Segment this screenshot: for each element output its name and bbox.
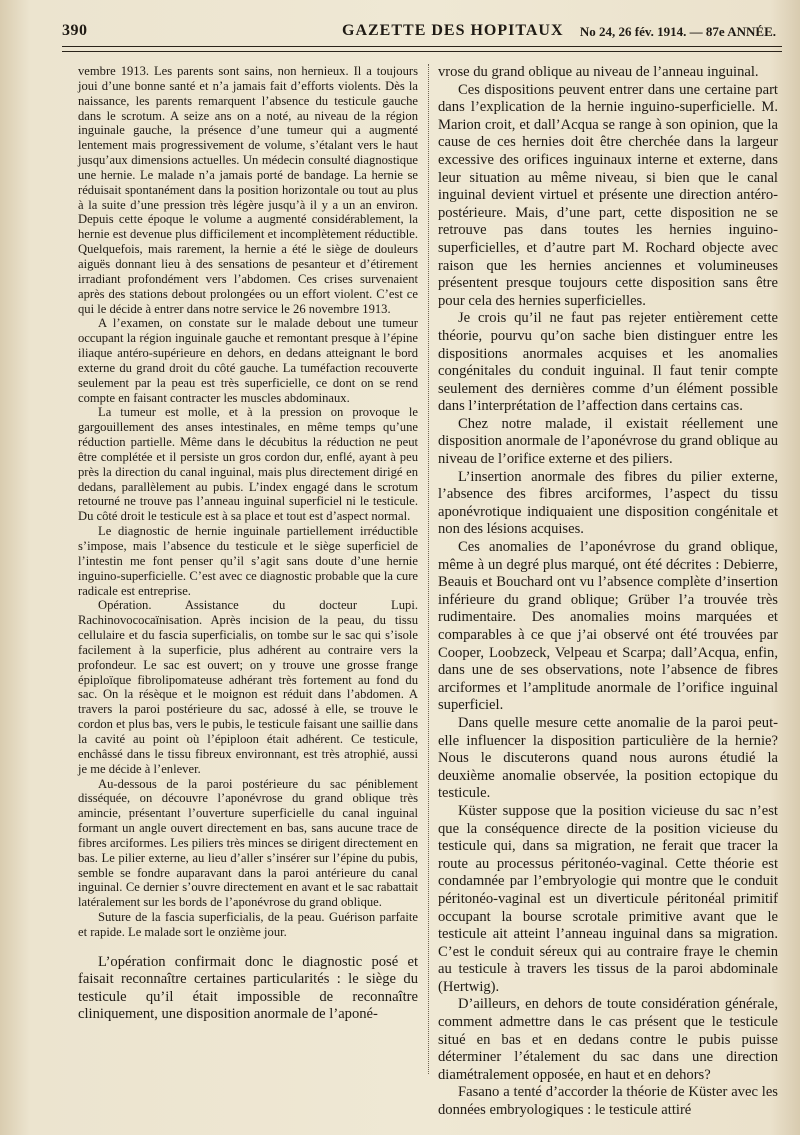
issue-info: No 24, 26 fév. 1914. — 87e ANNÉE. — [579, 24, 776, 39]
column-divider — [428, 64, 429, 1074]
paragraph: Au-dessous de la paroi postérieure du sac péniblement disséquée, on découvre l’aponévrose du grand oblique très amincie, présentant l’ouverture superficielle du canal inguinal formant un angle ouvert directement en bas, sans aucune trace de fibres arciformes. Les piliers très minces se dirigent directement en bas. Le pilier externe, au lieu d’aller s’insérer sur l’épine du pubis, semble se fondre auparavant dans la paroi antérieure du canal inguinal. Ce dernier s’ouvre directement en avant et le sac rabattait latéralement sur les bords de l’aponévrose du grand oblique. — [78, 776, 418, 910]
right-column — [438, 64, 778, 1120]
page-header — [62, 22, 782, 44]
paragraph: Opération. Assistance du docteur Lupi. Rachinovococaïnisation. Après incision de la peau, du tissu cellulaire et du fascia superficialis, on tombe sur le sac qui s’isole facilement à la superficie, plus adhérent au contraire vers la profondeur. Le sac est ouvert; on y trouve une grosse frange épiploïque fibrolipomateuse adhérant très fortement au fond du sac. On la résèque et le moignon est réduit dans l’abdomen. A travers la paroi postérieure du sac, adossé à elle, se trouve le cordon et plus bas, vers le pubis, le testicule faisant une saillie dans la cavité au point où l’épiploon était adhérent. Ce testicule, enchâssé dans le tissu fibreux environnant, est très atrophié, aussi je me décide à l’enlever. — [78, 598, 418, 776]
paragraph: Fasano a tenté d’accorder la théorie de Küster avec les données embryologiques : le testicule attiré — [438, 1084, 778, 1119]
paragraph: Küster suppose que la position vicieuse du sac n’est que la conséquence directe de la position vicieuse du testicule qui, dans sa migration, ne ferait que tracer la route au processus péritonéo-vaginal. Cette théorie est condamnée par l’embryologie qui montre que le conduit péritonéo-vaginal est un diverticule péritonéal primitif occupant la bourse scrotale primitive avant que le testicule ait atteint l’anneau inguinal dans sa migration. C’est le conduit séreux qui au contraire fraye le chemin au testicule à travers les tissus de la paroi abdominale (Hertwig). — [438, 802, 778, 995]
left-column — [78, 64, 418, 1023]
paragraph: L’opération confirmait donc le diagnostic posé et faisait reconnaître certaines particularités : le siège du testicule qu’il était impossible de reconnaître cliniquement, une disposition anormale de l’aponé- — [78, 953, 418, 1022]
paragraph: Suture de la fascia superficialis, de la peau. Guérison parfaite et rapide. Le malade sort le onzième jour. — [78, 910, 418, 939]
header-rule — [62, 46, 782, 47]
page-number: 390 — [62, 22, 88, 39]
paragraph: vembre 1913. Les parents sont sains, non hernieux. Il a toujours joui d’une bonne santé et n’a jamais fait d’efforts violents. Dès la naissance, les parents remarquent l’absence du testicule gauche dans le scrotum. A seize ans on a noté, au niveau de la région inguinale gauche, la présence d’une tumeur qui a augmenté lentement mais progressivement de volume, s’étalant vers le haut jusqu’aux dimensions actuelles. Un médecin consulté diagnostique une hernie. Le malade n’a jamais porté de bandage. La hernie se réduisait spontanément dans la position horizontale ou tout au plus à la suite d’une pression très légère jusqu’à il y a un an environ. Depuis cette époque le volume a augmenté considérablement, la hernie est devenue plus difficilement et incomplètement réductible. Quelquefois, mais rarement, la hernie a été le siège de douleurs aiguës donnant lieu à des sensations de pesanteur et d’étirement irradiant profondément vers l’abdomen. Ces crises survenaient après des stations debout prolongées ou un effort violent. C’est ce qui le décide à entrer dans notre service le 26 novembre 1913. — [78, 64, 418, 316]
paragraph: A l’examen, on constate sur le malade debout une tumeur occupant la région inguinale gauche et remontant presque à l’épine iliaque antéro-supérieure en dehors, en dedans atteignant le bord externe du grand droit du côté gauche. La tuméfaction recouverte seulement par la peau est très superficielle, ce dont on se rend compte en faisant contracter les muscles abdominaux. — [78, 316, 418, 405]
header-rule-thin — [62, 51, 782, 52]
paragraph: Chez notre malade, il existait réellement une disposition anormale de l’aponévrose du grand oblique au niveau de l’orifice externe et des piliers. — [438, 415, 778, 468]
paragraph: Le diagnostic de hernie inguinale partiellement irréductible s’impose, mais l’absence du testicule et le siège superficiel de l’intestin me font penser qu’il s’agit sans doute d’une hernie inguino-superficielle. C’est avec ce diagnostic probable que la cure radicale est entreprise. — [78, 524, 418, 598]
paragraph: Je crois qu’il ne faut pas rejeter entièrement cette théorie, pourvu qu’on sache bien distinguer entre les dispositions anormales acquises et les anomalies congénitales du conduit inguinal. Il faut tenir compte seulement des dernières comme d’un élément possible dans l’interprétation de l’affection dans certains cas. — [438, 310, 778, 415]
paragraph: Ces anomalies de l’aponévrose du grand oblique, même à un degré plus marqué, ont été décrites : Debierre, Beauis et Bouchard ont vu l’absence complète d’insertion inférieure du grand oblique; Grüber l’a trouvée très rudimentaire. Des anomalies moins marquées et comparables à ce que j’ai observé ont été trouvées par Cooper, Loobzeck, Velpeau et Scarpa; dall’Acqua, enfin, dans une de ses observations, note l’absence de fibres arciformes et l’amplitude anormale de l’orifice inguinal superficiel. — [438, 539, 778, 714]
paragraph: Ces dispositions peuvent entrer dans une certaine part dans l’explication de la hernie inguino-superficielle. M. Marion croit, et dall’Acqua se range à son opinion, que la cause de ces hernies doit être cherchée dans la largeur excessive des orifices inguinaux interne et externe, dans leur situation au même niveau, si bien que le canal inguinal devient virtuel et présente une direction antéro-postérieure. Mais, d’une part, cette disposition ne se retrouve pas dans toutes les hernies inguino-superficielles, et d’autre part M. Rochard objecte avec raison que les hernies anciennes et volumineuses présentent presque toujours cette disposition sans être pour cela des hernies superficielles. — [438, 81, 778, 309]
paragraph: L’insertion anormale des fibres du pilier externe, l’absence des fibres arciformes, l’aspect du tissu aponévrotique indiquaient une disposition congénitale et non des lésions acquises. — [438, 468, 778, 538]
paragraph: D’ailleurs, en dehors de toute considération générale, comment admettre dans le cas présent que le testicule situé en bas et en dedans contre le pubis puisse déterminer l’étalement du sac dans une direction diamétralement opposée, en haut et en dehors? — [438, 996, 778, 1083]
paragraph: La tumeur est molle, et à la pression on provoque le gargouillement des anses intestinales, en même temps qu’une réduction partielle. Même dans le décubitus la réduction ne peut être complétée et il persiste un gros cordon dur, enflé, ayant à peu près la direction du canal inguinal, mais plus directement dirigé en dedans, parallèlement au pubis. L’index engagé dans le scrotum retourné ne trouve pas l’anneau inguinal superficiel ni le testicule. Du côté droit le testicule est à sa place et tout est d’aspect normal. — [78, 405, 418, 524]
journal-title: GAZETTE DES HOPITAUX — [342, 22, 564, 39]
paragraph: Dans quelle mesure cette anomalie de la paroi peut-elle influencer la disposition particulière de la hernie? Nous le discuterons quand nous aurons étudié la deuxième anomalie observée, la position ectopique du testicule. — [438, 714, 778, 802]
paragraph: vrose du grand oblique au niveau de l’anneau inguinal. — [438, 64, 759, 80]
